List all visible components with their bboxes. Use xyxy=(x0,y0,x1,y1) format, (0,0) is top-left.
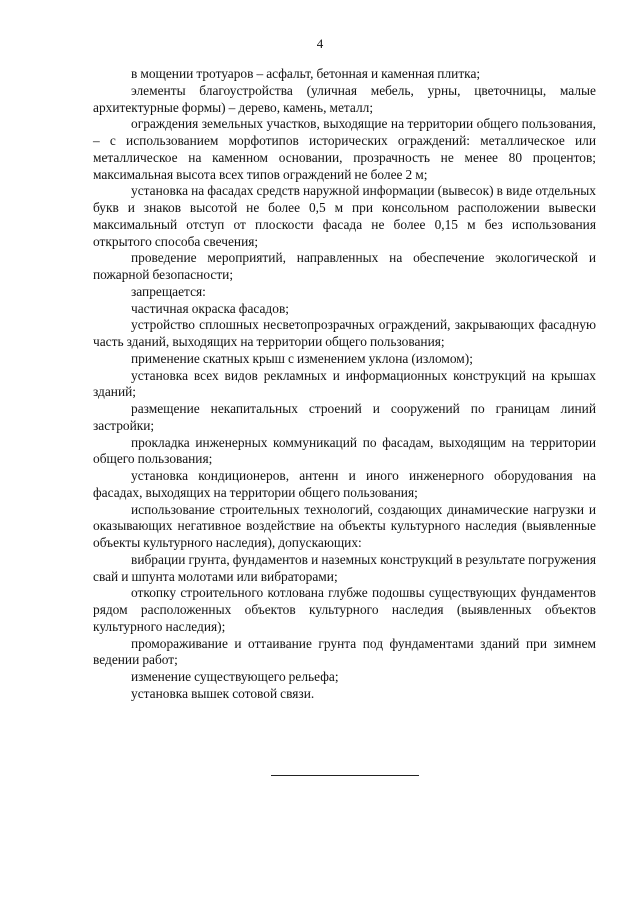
paragraph: устройство сплошных несветопрозрачных ограждений, закрывающих фасадную часть зданий, выходящих на территории общего пользования; xyxy=(93,317,596,349)
paragraph: установка на фасадах средств наружной информации (вывесок) в виде отдельных букв и знаков высотой не более 0,5 м при консольном расположении вывески максимальный отступ от плоскости фасада не более 0,15 м без использования открытого способа свечения; xyxy=(93,183,596,249)
paragraph: откопку строительного котлована глубже подошвы существующих фундаментов рядом расположенных объектов культурного наследия (выявленных объектов культурного наследия); xyxy=(93,585,596,634)
paragraph: изменение существующего рельефа; xyxy=(131,669,339,684)
paragraph: запрещается: xyxy=(131,283,206,299)
paragraph: частичная окраска фасадов; xyxy=(131,300,289,316)
paragraph: установка кондиционеров, антенн и иного инженерного оборудования на фасадах, выходящих на территории общего пользования; xyxy=(93,468,596,500)
paragraph: применение скатных крыш с изменением уклона (изломом); xyxy=(131,350,473,366)
paragraph: установка всех видов рекламных и информационных конструкций на крышах зданий; xyxy=(93,367,596,400)
page-number: 4 xyxy=(316,36,324,51)
paragraph: элементы благоустройства (уличная мебель, урны, цветочницы, малые архитектурные формы) – дерево, камень, металл; xyxy=(93,82,596,115)
paragraph: размещение некапитальных строений и сооружений по границам линий застройки; xyxy=(93,401,596,433)
paragraph: вибрации грунта, фундаментов и наземных конструкций в результате погружения свай и шпунта молотами или вибраторами; xyxy=(93,551,596,584)
paragraph: проведение мероприятий, направленных на обеспечение экологической и пожарной безопасности; xyxy=(93,250,596,282)
paragraph: промораживание и оттаивание грунта под фундаментами зданий при зимнем ведении работ; xyxy=(93,635,596,668)
paragraph: прокладка инженерных коммуникаций по фасадам, выходящим на территории общего пользования; xyxy=(93,434,596,467)
paragraph: установка вышек сотовой связи. xyxy=(131,685,315,701)
paragraph: ограждения земельных участков, выходящие на территории общего пользования, – с использованием морфотипов исторических ограждений: металлическое или металлическое на каменном основании, прозрачность не менее 80 процентов; максимальная высота всех типов ограждений не более 2 м; xyxy=(93,116,596,182)
paragraph: использование строительных технологий, создающих динамические нагрузки и оказывающих негативное воздействие на объекты культурного наследия (выявленные объекты культурного наследия), допускающих: xyxy=(93,501,596,550)
paragraph: в мощении тротуаров – асфальт, бетонная и каменная плитка; xyxy=(131,66,481,81)
body-text xyxy=(93,66,596,703)
end-rule xyxy=(271,775,419,776)
